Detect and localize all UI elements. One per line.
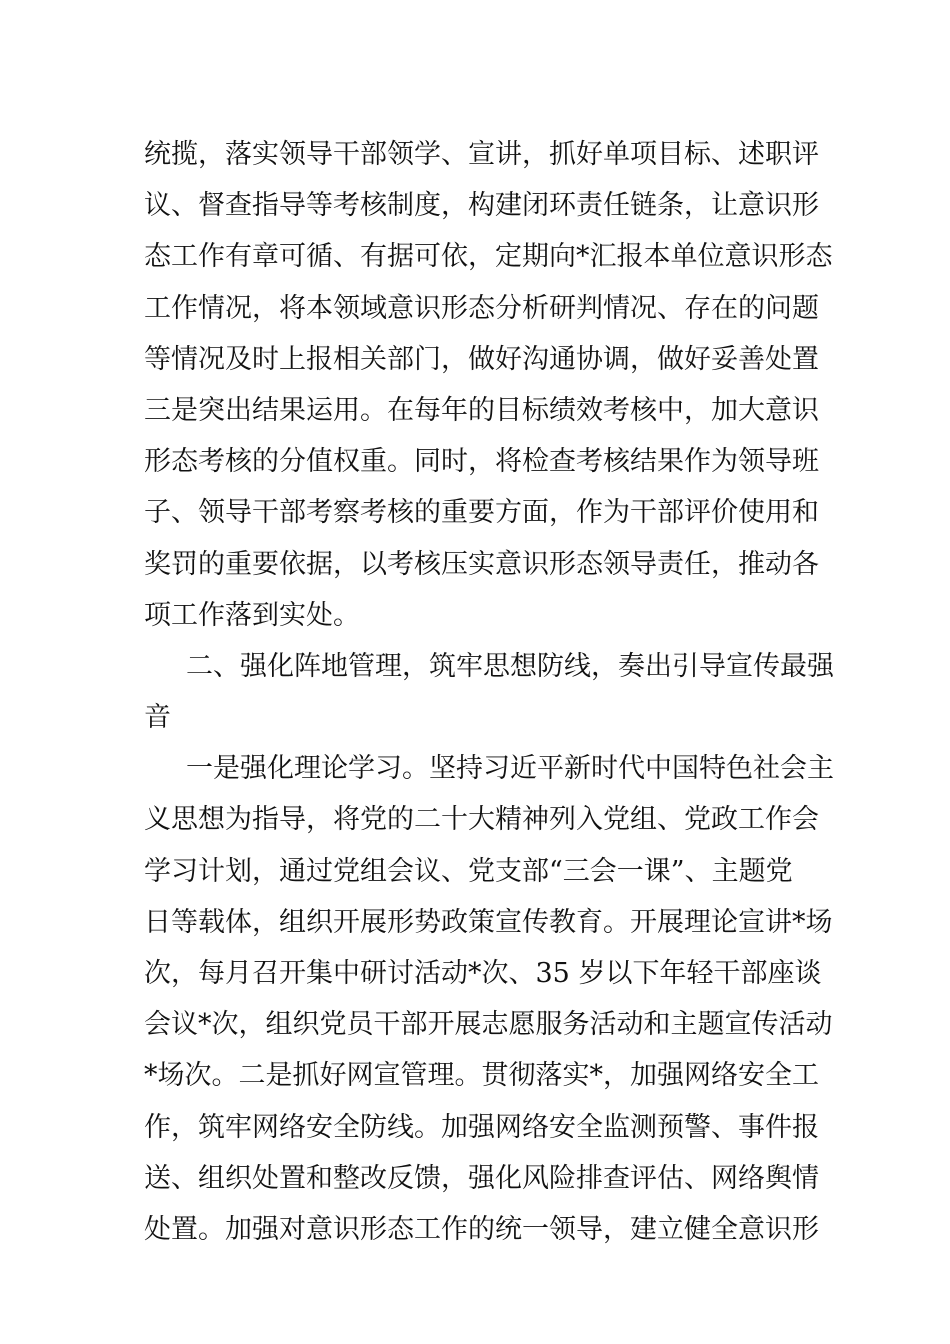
text-line: 学习计划，通过党组会议、党支部“三会一课”、主题党 [144,855,793,887]
text-line: 项工作落到实处。 [144,599,360,631]
text-line: 等情况及时上报相关部门，做好沟通协调，做好妥善处置 [144,343,819,375]
text-line: 工作情况，将本领域意识形态分析研判情况、存在的问题 [144,292,819,324]
text-line: 形态考核的分值权重。同时，将检查考核结果作为领导班 [144,446,819,478]
text-line: 会议*次，组织党员干部开展志愿服务活动和主题宣传活动 [144,1009,833,1041]
section-heading-continuation: 音 [144,702,171,734]
text-line: 次，每月召开集中研讨活动*次、35 岁以下年轻干部座谈 [144,958,822,989]
text-line: 义思想为指导，将党的二十大精神列入党组、党政工作会 [144,804,819,836]
section-heading: 二、强化阵地管理，筑牢思想防线，奏出引导宣传最强 [186,650,834,682]
text-line: 态工作有章可循、有据可依，定期向*汇报本单位意识形态 [144,241,833,273]
text-line: 奖罚的重要依据，以考核压实意识形态领导责任，推动各 [144,548,819,580]
text-line: 日等载体，组织开展形势政策宣传教育。开展理论宣讲*场 [144,906,833,938]
text-line: 作，筑牢网络安全防线。加强网络安全监测预警、事件报 [144,1111,819,1143]
text-line: 三是突出结果运用。在每年的目标绩效考核中，加大意识 [144,394,819,426]
text-line: 一是强化理论学习。坚持习近平新时代中国特色社会主 [186,753,834,785]
text-line: 统揽，落实领导干部领学、宣讲，抓好单项目标、述职评 [144,139,819,170]
text-line: 子、领导干部考察考核的重要方面，作为干部评价使用和 [144,497,819,529]
text-line: *场次。二是抓好网宣管理。贯彻落实*，加强网络安全工 [144,1060,819,1092]
text-line: 议、督查指导等考核制度，构建闭环责任链条，让意识形 [144,190,819,222]
document-body [144,129,834,1255]
text-line: 送、组织处置和整改反馈，强化风险排查评估、网络舆情 [144,1162,819,1194]
text-line: 处置。加强对意识形态工作的统一领导，建立健全意识形 [144,1213,819,1245]
